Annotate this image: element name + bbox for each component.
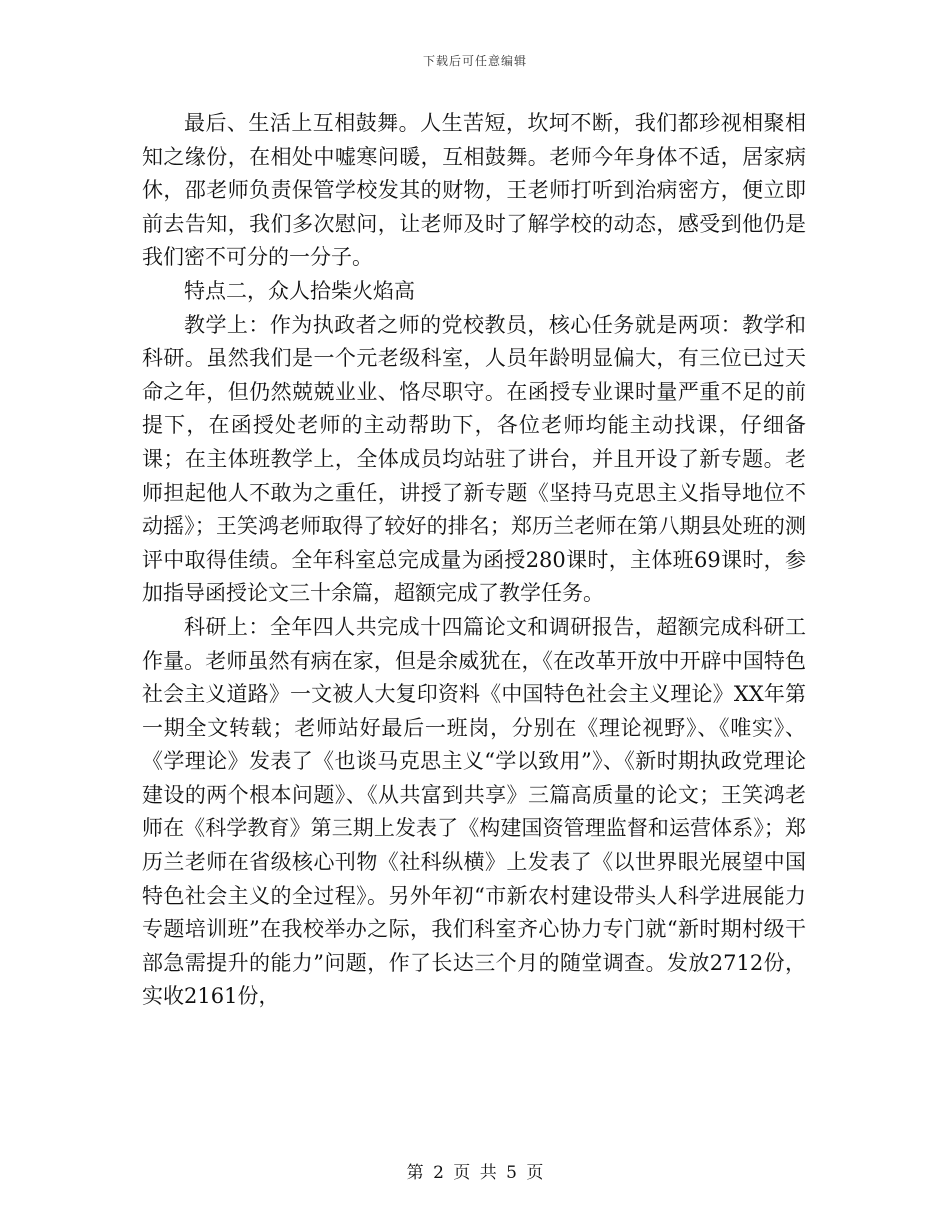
page-header: 下载后可任意编辑	[422, 54, 527, 68]
paragraph-teaching: 教学上：作为执政者之师的党校教员，核心任务就是两项：教学和科研。虽然我们是一个元老级科室，人员年龄明显偏大，有三位已过天命之年，但仍然兢兢业业、恪尽职守。在函授专业课时量严重不足的前提下，在函授处老师的主动帮助下，各位老师均能主动找课，仔细备课；在主体班教学上，全体成员均站驻了讲台，并且开设了新专题。老师担起他人不敢为之重任，讲授了新专题《坚持马克思主义指导地位不动摇》；王笑鸿老师取得了较好的排名；郑历兰老师在第八期县处班的测评中取得佳绩。全年科室总完成量为函授280课时，主体班69课时，参加指导函授论文三十余篇，超额完成了教学任务。	[142, 312, 806, 606]
page-number: 第 2 页 共 5 页	[406, 1163, 544, 1183]
paragraph-research: 科研上：全年四人共完成十四篇论文和调研报告，超额完成科研工作量。老师虽然有病在家，但是余威犹在，《在改革开放中开辟中国特色社会主义道路》一文被人大复印资料《中国特色社会主义理论》XX年第一期全文转载；老师站好最后一班岗，分别在《理论视野》、《唯实》、《学理论》发表了《也谈马克思主义“学以致用”》、《新时期执政党理论建设的两个根本问题》、《从共富到共享》三篇高质量的论文；王笑鸿老师在《科学教育》第三期上发表了《构建国资管理监督和运营体系》；郑历兰老师在省级核心刊物《社科纵横》上发表了《以世界眼光展望中国特色社会主义的全过程》。另外年初“市新农村建设带头人科学进展能力专题培训班”在我校举办之际，我们科室齐心协力专门就“新时期村级干部急需提升的能力”问题，作了长达三个月的随堂调查。发放2712份，实收2161份，	[142, 614, 806, 1009]
document-body	[142, 107, 806, 1014]
paragraph-encouragement: 最后、生活上互相鼓舞。人生苦短，坎坷不断，我们都珍视相聚相知之缘份，在相处中嘘寒问暖，互相鼓舞。老师今年身体不适，居家病休，邵老师负责保管学校发其的财物，王老师打听到治病密方，便立即前去告知，我们多次慰问，让老师及时了解学校的动态，感受到他仍是我们密不可分的一分子。	[142, 111, 806, 270]
section-heading: 特点二，众人拾柴火焰高	[184, 278, 415, 303]
